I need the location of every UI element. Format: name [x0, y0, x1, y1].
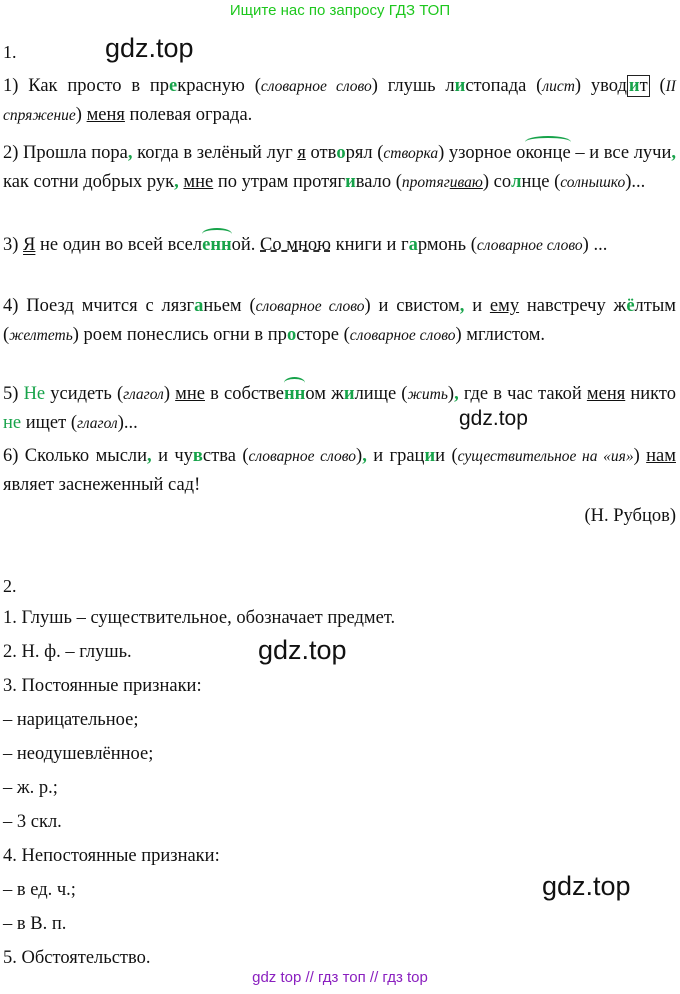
analysis-line: – в ед. ч.;	[3, 880, 76, 900]
analysis-line: 5. Обстоятельство.	[3, 948, 151, 968]
analysis-line: 1. Глушь – существительное, обозначает предмет.	[3, 608, 396, 628]
poem-paragraph-6: 6) Сколько мысли, и чувства (словарное слово), и грации (существительное на «ия») нам являет заснеженный сад!	[3, 446, 676, 495]
analysis-line: – 3 скл.	[3, 812, 62, 832]
footer-watermark: gdz top // гдз топ // гдз top	[252, 969, 428, 986]
poem-paragraph-4: 4) Поезд мчится с лязганьем (словарное слово) и свистом, и ему навстречу жёлтым (желтеть) роем понеслись огни в просторе (словарное слово) мглистом.	[3, 296, 676, 345]
poem-paragraph-3: 3) Я не один во всей вселенной. Со мною книги и гармонь (словарное слово) ...	[3, 235, 608, 255]
analysis-line: – в В. п.	[3, 914, 67, 934]
analysis-line: 4. Непостоянные признаки:	[3, 846, 220, 866]
watermark: gdz.top	[542, 871, 631, 901]
analysis-line: – неодушевлённое;	[3, 744, 154, 764]
task-1-number: 1.	[3, 42, 17, 62]
poem-author: (Н. Рубцов)	[584, 506, 676, 526]
analysis-line: 2. Н. ф. – глушь.	[3, 642, 132, 662]
analysis-line: – нарицательное;	[3, 710, 139, 730]
analysis-line: – ж. р.;	[3, 778, 58, 798]
poem-paragraph-5: 5) Не усидеть (глагол) мне в собственном жилище (жить), где в час такой меня никто не ищет (глагол)...	[3, 384, 677, 433]
watermark: gdz.top	[258, 635, 347, 665]
poem-paragraph-1: 1) Как просто в прекрасную (словарное слово) глушь листопада (лист) увод ит (II спряжение) меня полевая ограда.	[3, 76, 676, 125]
poem-paragraph-2: 2) Прошла пора, когда в зелёный луг я отворял (створка) узорное оконце – и все лучи, как сотни добрых рук, мне по утрам протягивало (протягиваю) солнце (солнышко)...	[3, 143, 677, 192]
analysis-line: 3. Постоянные признаки:	[3, 676, 202, 696]
watermark: gdz.top	[105, 33, 194, 63]
search-banner: Ищите нас по запросу ГДЗ ТОП	[229, 2, 451, 19]
watermark: gdz.top	[459, 407, 528, 430]
task-2-number: 2.	[3, 576, 17, 596]
